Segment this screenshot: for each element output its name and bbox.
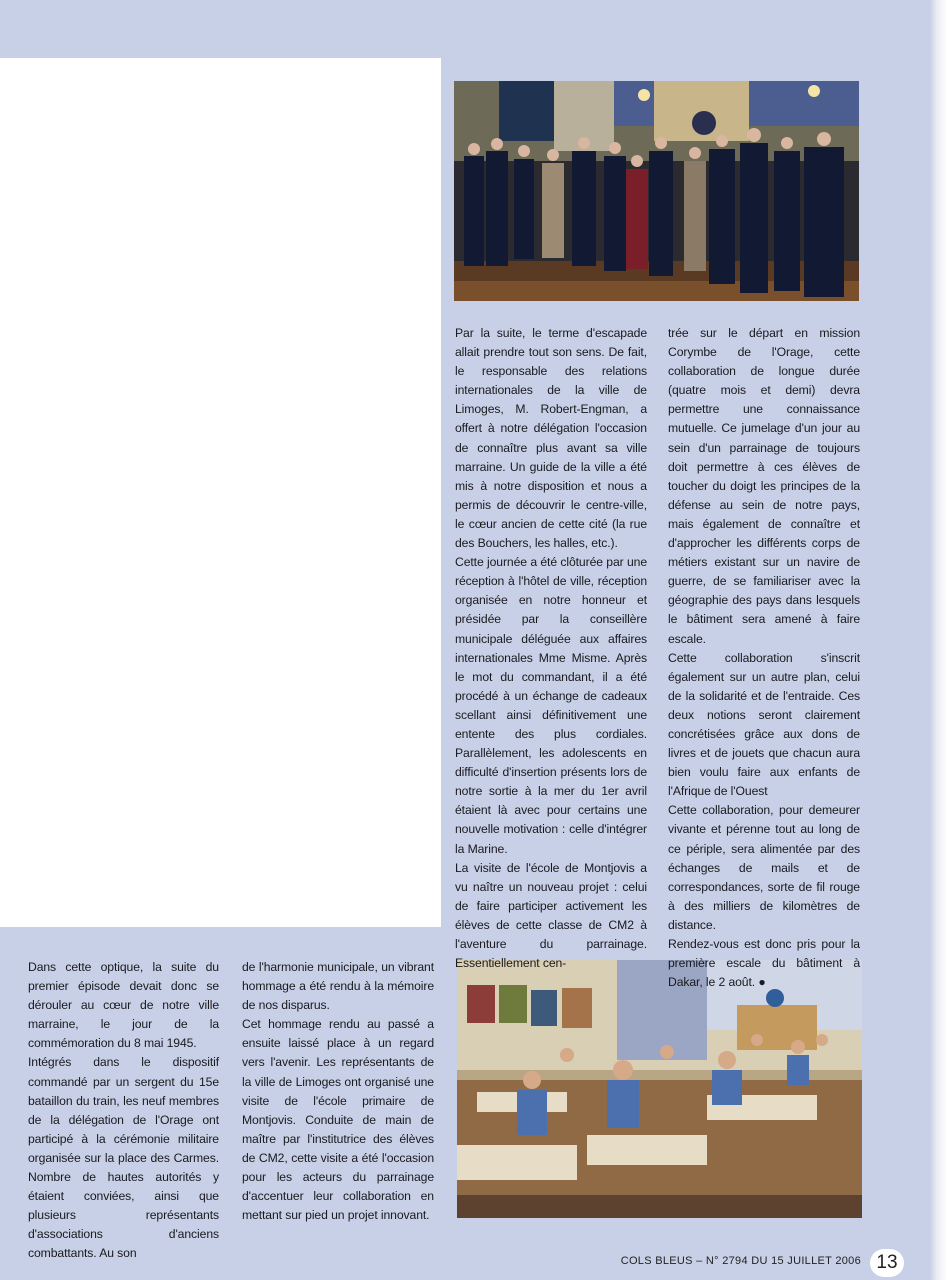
group-photo (454, 81, 859, 301)
page-edge (930, 0, 947, 1280)
blank-panel (0, 58, 441, 927)
article-column-2 (668, 324, 860, 992)
article-column-1 (455, 324, 647, 973)
article-column-4 (242, 958, 434, 1225)
paragraph: Cet hommage rendu au passé a ensuite laissé place à un regard vers l'avenir. Les représentants de la ville de Limoges ont organisé une visite de l'école primaire de Montjovis. Conduite de main de maître par l'institutrice des élèves de CM2, cette visite a été l'occasion pour les acteurs du parrainage d'accentuer leur collaboration en mettant sur pied un projet innovant. (242, 1017, 434, 1223)
paragraph: Dans cette optique, la suite du premier épisode devait donc se dérouler au cœur de notre ville marraine, le jour de la commémoration du 8 mai 1945. (28, 960, 219, 1051)
group-photo-reception-hall-icon (454, 81, 859, 301)
paragraph: Par la suite, le terme d'escapade allait prendre tout son sens. De fait, le responsable des relations internationales de la ville de Limoges, M. Robert-Engman, a offert à notre délégation l'occasion de connaître plus avant sa ville marraine. Un guide de la ville a été mis à notre disposition et nous a permis de découvrir le centre-ville, le cœur ancien de cette cité (la rue des Bouchers, les halles, etc.). (455, 326, 647, 551)
article-column-3 (28, 958, 219, 1264)
paragraph: de l'harmonie municipale, un vibrant hommage a été rendu à la mémoire de nos disparus. (242, 960, 434, 1013)
paragraph: La visite de l'école de Montjovis a vu naître un nouveau projet : celui de faire participer activement les élèves de cette classe de CM2 à l'aventure du parrainage. Essentiellement cen- (455, 860, 647, 971)
paragraph: Rendez-vous est donc pris pour la première escale du bâtiment à Dakar, le 2 août. ● (668, 937, 860, 990)
classroom-photo-icon (457, 960, 862, 1218)
paragraph: trée sur le départ en mission Corymbe de l'Orage, cette collaboration de longue durée (quatre mois et demi) devra permettre une connaissance mutuelle. Ce jumelage d'un jour au sein d'un parrainage de toujours doit permettre à ces élèves de toucher du doigt les principes de la défense au sein de notre pays, mais également de connaître et d'approcher les différents corps de métiers existant sur un navire de guerre, de se familiariser avec la géographie des pays dans lesquels le bâtiment sera amené à faire escale. (668, 326, 860, 646)
page-number: 13 (870, 1249, 904, 1277)
paragraph: Intégrés dans le dispositif commandé par un sergent du 15e bataillon du train, les neuf membres de la délégation de l'Orage ont participé à la cérémonie militaire organisée sur la place des Carmes. Nombre de hautes autorités y étaient conviées, ainsi que plusieurs représentants d'associations d'anciens combattants. Au son (28, 1055, 219, 1261)
paragraph: Cette collaboration, pour demeurer vivante et pérenne tout au long de ce périple, sera alimentée par des échanges de mails et de correspondances, sorte de fil rouge à des milliers de kilomètres de distance. (668, 803, 860, 932)
classroom-photo (457, 960, 862, 1218)
publication-footer: COLS BLEUS – N° 2794 DU 15 JUILLET 2006 (620, 1255, 861, 1267)
paragraph: Cette journée a été clôturée par une réception à l'hôtel de ville, réception organisée en notre honneur et présidée par la conseillère municipale déléguée aux affaires internationales Mme Misme. Après le mot du commandant, il a été procédé à un échange de cadeaux scellant ainsi définitivement une entente des plus cordiales. Parallèlement, les adolescents en difficulté d'insertion présents lors de notre sortie à la mer du 1er avril étaient là avec pour certains une nouvelle motivation : celle d'intégrer la Marine. (455, 555, 647, 856)
paragraph: Cette collaboration s'inscrit également sur un autre plan, celui de la solidarité et de l'entraide. Ces deux notions seront clairement concrétisées grâce aux dons de livres et de jouets que chacun aura bien voulu faire aux enfants de l'Afrique de l'Ouest (668, 650, 860, 799)
